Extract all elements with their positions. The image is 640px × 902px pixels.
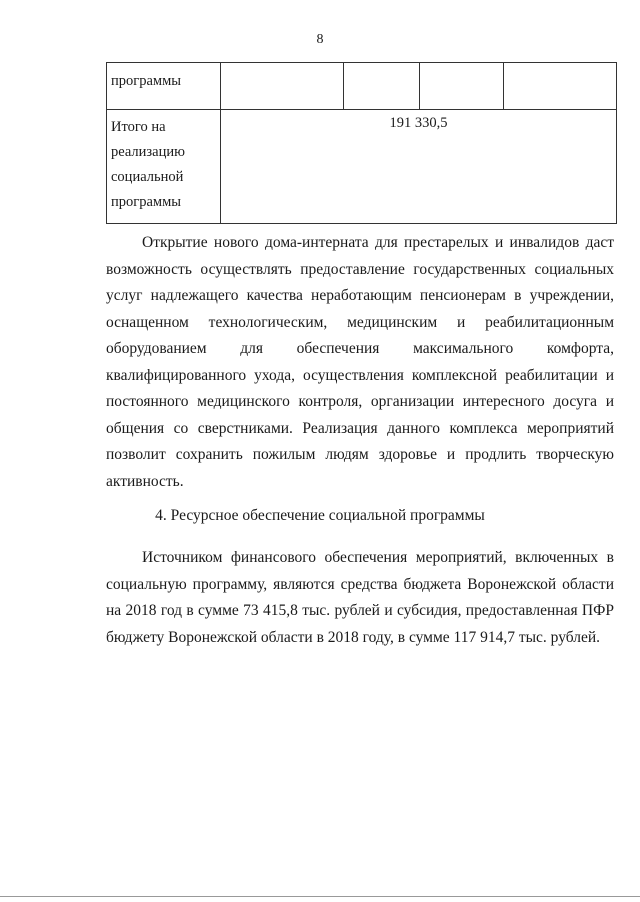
financing-table — [106, 62, 617, 224]
table-cell-label: программы — [107, 63, 221, 110]
page-number: 8 — [316, 32, 324, 47]
table-cell — [504, 63, 617, 110]
section-heading: 4. Ресурсное обеспечение социальной программы — [155, 507, 485, 524]
table-row — [107, 63, 617, 110]
paragraph-text: Источником финансового обеспечения мероприятий, включенных в социальную программу, являются средства бюджета Воронежской области на 2018 год в сумме 73 415,8 тыс. рублей и субсидия, предоставленная ПФР бюджету Воронежской области в 2018 году, в сумме 117 914,7 тыс. рублей. — [106, 549, 614, 646]
table-cell — [221, 63, 344, 110]
table-cell-total-label: Итого на реализацию социальной программы — [107, 110, 221, 224]
table-cell-total-value: 191 330,5 — [221, 110, 617, 224]
paragraph-text: Открытие нового дома-интерната для престарелых и инвалидов даст возможность осуществлять предоставление государственных социальных услуг надлежащего качества неработающим пенсионерам в учреждении, оснащенном технологическим, медицинским и реабилитационным оборудованием для обеспечения максимального комфорта, квалифицированного ухода, осуществления комплексной реабилитации и постоянного медицинского контроля, организации интересного досуга и общения со сверстниками. Реализация данного комплекса мероприятий позволит сохранить пожилым людям здоровье и продлить творческую активность. — [106, 234, 614, 490]
table-cell — [420, 63, 504, 110]
page-bottom-rule — [0, 896, 640, 897]
paragraph-funding — [106, 545, 614, 651]
paragraph-body — [106, 230, 614, 495]
table-row-total — [107, 110, 617, 224]
table-cell — [344, 63, 420, 110]
